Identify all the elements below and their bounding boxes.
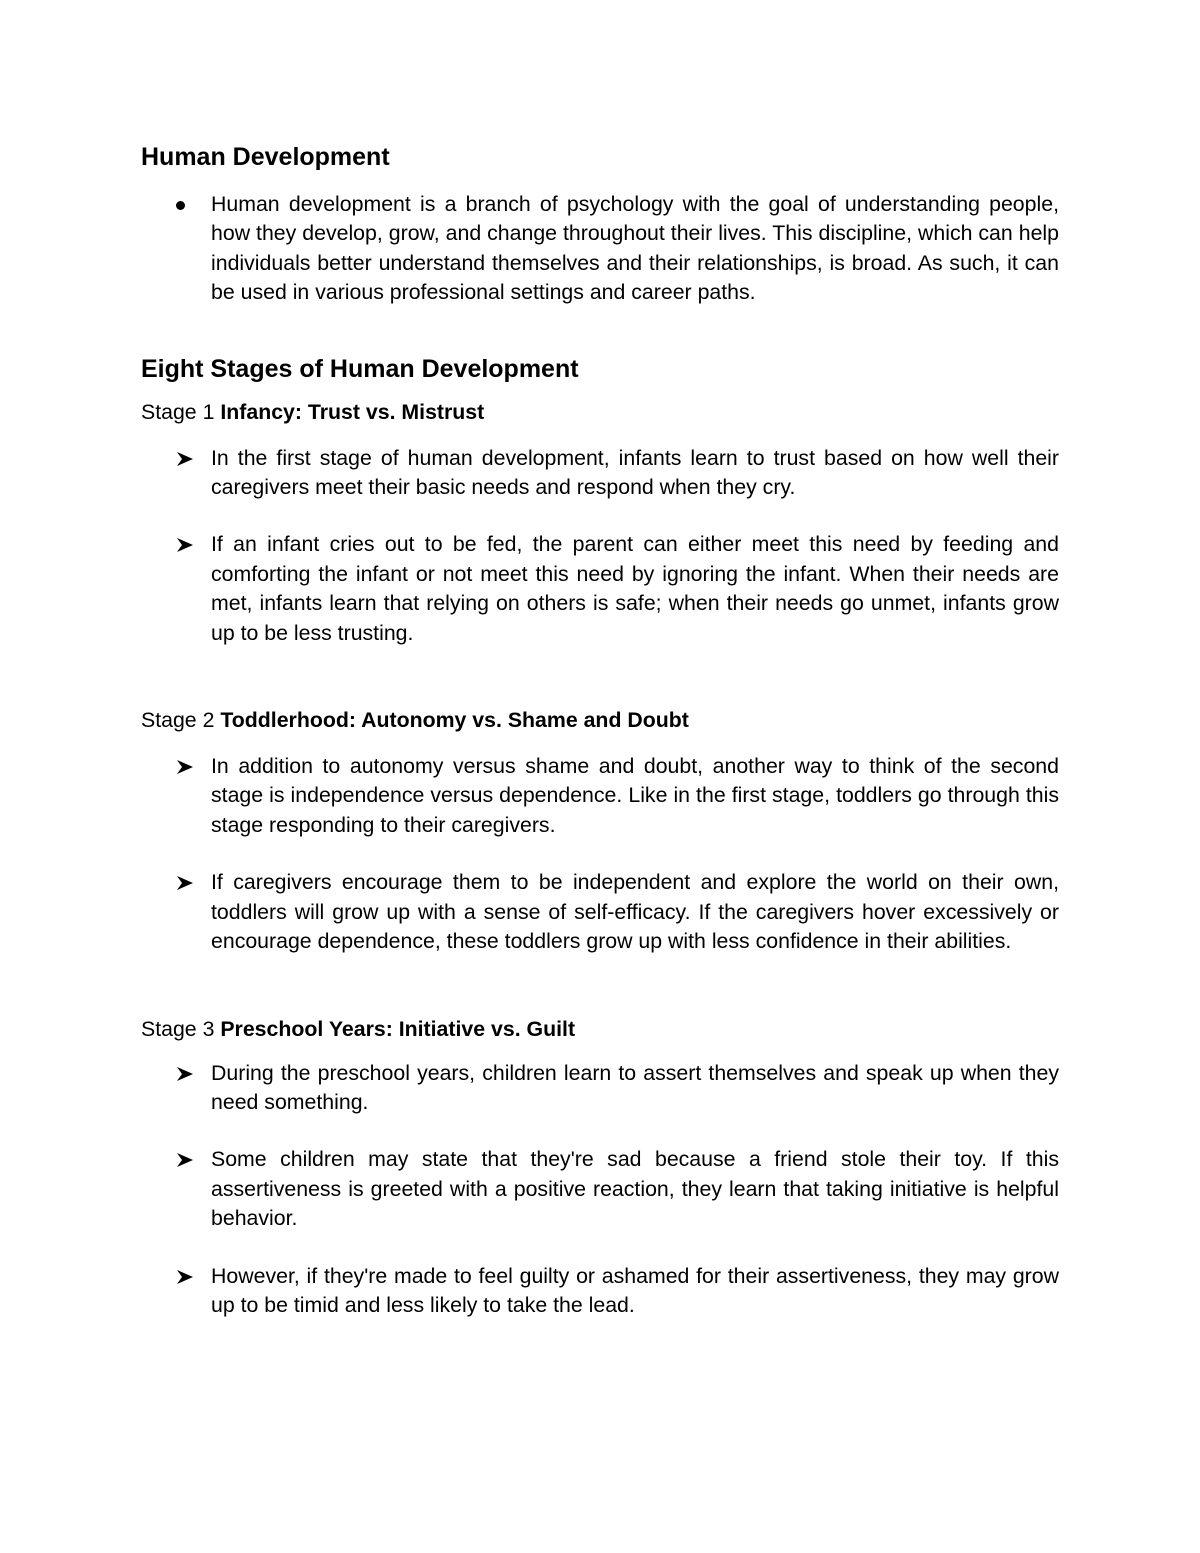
stage-1 (141, 398, 1059, 648)
point-text: In the first stage of human development, infants learn to trust based on how well their caregivers meet their basic needs and respond when they cry. (211, 445, 1059, 500)
list-item (141, 1262, 1059, 1321)
list-item (141, 530, 1059, 648)
list-item (141, 444, 1059, 503)
stage-heading (141, 1015, 1059, 1044)
point-text: If an infant cries out to be fed, the parent can either meet this need by feeding and comforting the infant or not meet this need by ignoring the infant. When their needs are met, infants learn that relying on others is safe; when their needs go unmet, infants grow up to be less trusting. (211, 532, 1059, 645)
document-title: Human Development (141, 143, 390, 171)
list-item (141, 1145, 1059, 1233)
stage-name: Toddlerhood: Autonomy vs. Shame and Doubt (220, 708, 689, 733)
stage-heading (141, 398, 1059, 427)
point-text: If caregivers encourage them to be independent and explore the world on their own, toddlers will grow up with a sense of self-efficacy. If the caregivers hover excessively or encourage dependence, these toddlers grow up with less confidence in their abilities. (211, 870, 1059, 954)
stage-prefix: Stage 2 (141, 708, 215, 733)
arrowhead-bullet-icon (176, 1152, 194, 1168)
stage-3 (141, 1015, 1059, 1321)
point-text: In addition to autonomy versus shame and doubt, another way to think of the second stage is independence versus dependence. Like in the first stage, toddlers go through this stage responding to their caregivers. (211, 754, 1059, 837)
stage-prefix: Stage 1 (141, 399, 215, 424)
intro-text: Human development is a branch of psychology with the goal of understanding people, how they develop, grow, and change throughout their lives. This discipline, which can help individuals better understand themselves and their relationships, is broad. As such, it can be used in various professional settings and career paths. (211, 192, 1059, 305)
stage-name: Preschool Years: Initiative vs. Guilt (220, 1016, 576, 1041)
point-text: However, if they're made to feel guilty or ashamed for their assertiveness, they may grow up to be timid and less likely to take the lead. (211, 1263, 1059, 1317)
point-text: During the preschool years, children learn to assert themselves and speak up when they need something. (211, 1060, 1059, 1114)
point-text: Some children may state that they're sad because a friend stole their toy. If this assertiveness is greeted with a positive reaction, they learn that taking initiative is helpful behavior. (211, 1147, 1059, 1231)
arrowhead-bullet-icon (176, 875, 194, 891)
arrowhead-bullet-icon (176, 537, 194, 553)
arrowhead-bullet-icon (176, 451, 194, 467)
arrowhead-bullet-icon (176, 1066, 194, 1082)
intro-list (141, 190, 1059, 308)
filled-circle-bullet-icon (176, 201, 185, 210)
stage-points (141, 444, 1059, 648)
list-item (141, 1059, 1059, 1118)
list-item (141, 868, 1059, 956)
stage-points (141, 1059, 1059, 1321)
list-item (141, 752, 1059, 840)
stage-prefix: Stage 3 (141, 1016, 215, 1041)
intro-item (141, 190, 1059, 308)
stage-heading (141, 706, 1059, 735)
stage-name: Infancy: Trust vs. Mistrust (220, 399, 485, 424)
section-title: Eight Stages of Human Development (141, 354, 579, 383)
stage-2 (141, 706, 1059, 956)
document-content (141, 140, 1059, 1320)
arrowhead-bullet-icon (176, 1269, 194, 1285)
arrowhead-bullet-icon (176, 759, 194, 775)
stage-points (141, 752, 1059, 956)
